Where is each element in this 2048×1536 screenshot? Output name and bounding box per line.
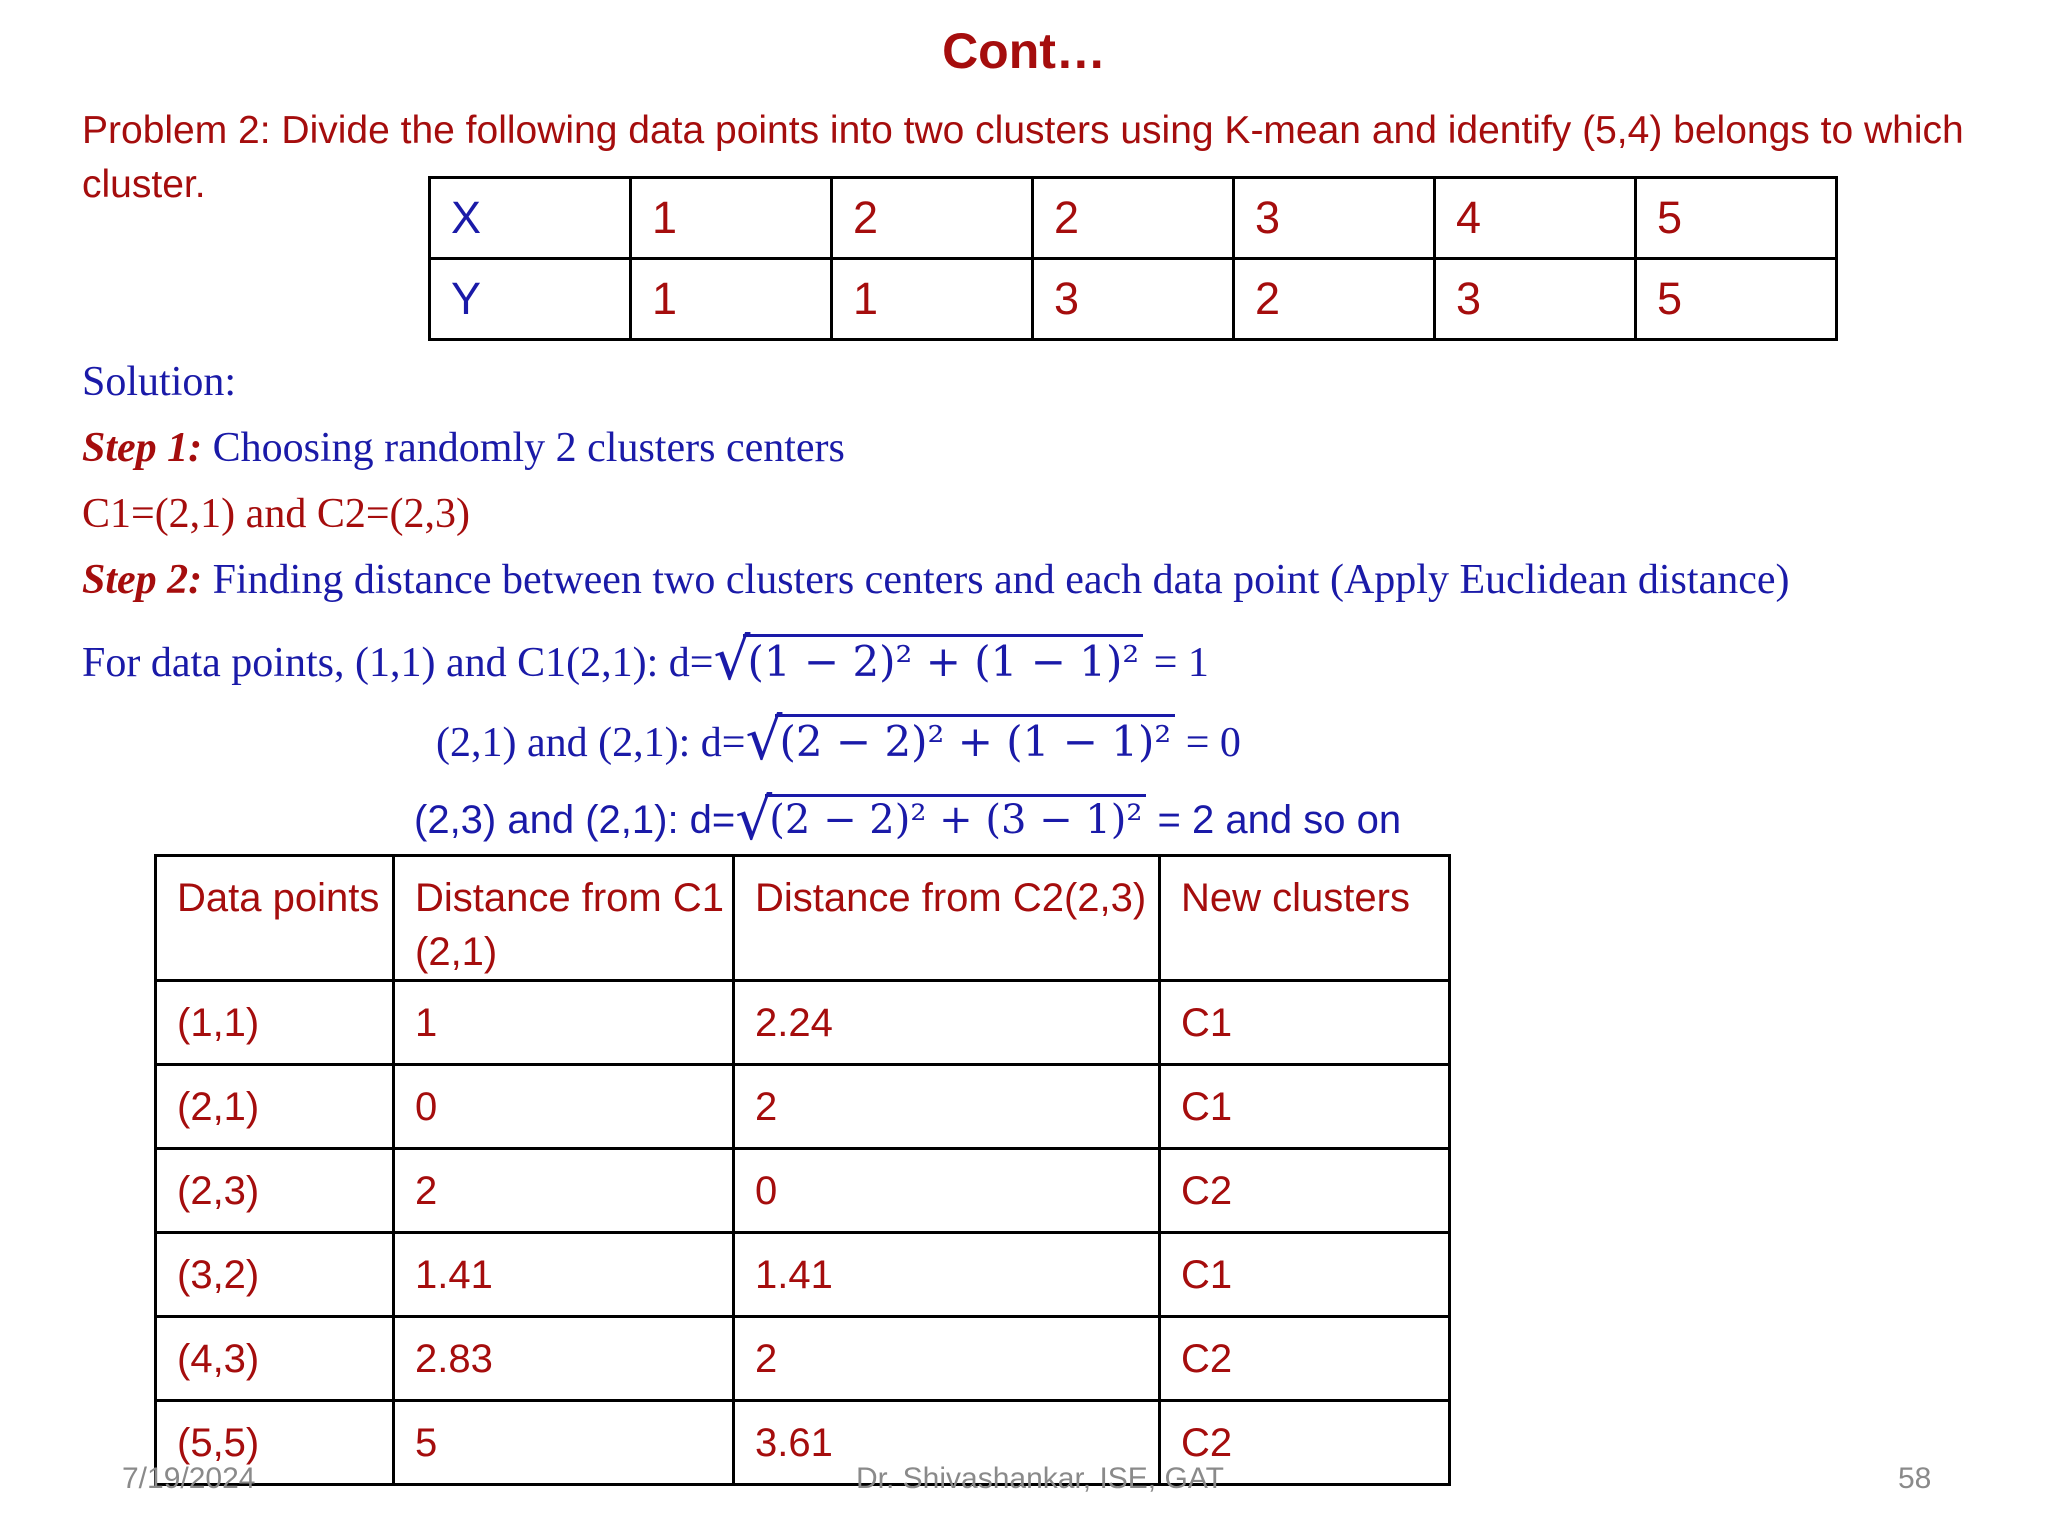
cell-data-point: (2,1) xyxy=(156,1065,394,1149)
equation-1-prefix: For data points, (1,1) and C1(2,1): d= xyxy=(82,640,714,686)
cell-data-point: (1,1) xyxy=(156,981,394,1065)
table-row xyxy=(156,1233,1450,1317)
x-row xyxy=(430,178,1837,259)
y-label: Y xyxy=(430,259,631,340)
cell-distance-c2: 2 xyxy=(734,1065,1160,1149)
cell-distance-c1: 0 xyxy=(394,1065,734,1149)
equation-3-expr: (2 − 2)² + (3 − 1)² xyxy=(765,794,1146,843)
cell-distance-c1: 1 xyxy=(394,981,734,1065)
cell-data-point: (2,3) xyxy=(156,1149,394,1233)
y-value: 3 xyxy=(1435,259,1636,340)
x-value: 2 xyxy=(1033,178,1234,259)
x-value: 5 xyxy=(1636,178,1837,259)
table-row xyxy=(156,1149,1450,1233)
equation-2-expr: (2 − 2)² + (1 − 1)² xyxy=(775,714,1175,766)
cell-cluster: C2 xyxy=(1160,1401,1450,1485)
header-distance-c2: Distance from C2(2,3) xyxy=(734,856,1160,981)
distance-table xyxy=(154,854,1451,1486)
equation-2 xyxy=(436,705,1241,773)
radical-icon: √ xyxy=(745,705,783,773)
cell-distance-c2: 2.24 xyxy=(734,981,1160,1065)
solution-label: Solution: xyxy=(82,359,237,405)
cell-data-point: (4,3) xyxy=(156,1317,394,1401)
step2-text: Finding distance between two clusters centers and each data point (Apply Euclidean distance) xyxy=(202,557,1790,603)
cell-distance-c1: 2.83 xyxy=(394,1317,734,1401)
x-value: 4 xyxy=(1435,178,1636,259)
sqrt-expression xyxy=(735,785,1146,853)
problem-statement: Problem 2: Divide the following data points into two clusters using K-mean and identify (5,4) belongs to which cluster. xyxy=(82,109,1964,206)
y-value: 1 xyxy=(631,259,832,340)
x-value: 2 xyxy=(832,178,1033,259)
footer-date: 7/19/2024 xyxy=(122,1462,256,1495)
x-value: 1 xyxy=(631,178,832,259)
slide-title: Cont… xyxy=(942,23,1106,79)
equation-2-prefix: (2,1) and (2,1): d= xyxy=(436,720,746,766)
cell-distance-c1: 2 xyxy=(394,1149,734,1233)
step2-label: Step 2: xyxy=(82,557,203,603)
equation-3-prefix: (2,3) and (2,1): d= xyxy=(414,798,736,842)
cell-data-point: (3,2) xyxy=(156,1233,394,1317)
cell-cluster: C2 xyxy=(1160,1149,1450,1233)
equation-2-result: = 0 xyxy=(1175,720,1241,766)
cell-cluster: C1 xyxy=(1160,1233,1450,1317)
step2-line xyxy=(82,556,1789,604)
radical-icon: √ xyxy=(735,785,773,853)
y-value: 2 xyxy=(1234,259,1435,340)
equation-1 xyxy=(82,625,1209,693)
equation-3 xyxy=(414,785,1402,853)
step1-line xyxy=(82,424,845,472)
cell-distance-c2: 0 xyxy=(734,1149,1160,1233)
radical-icon: √ xyxy=(713,625,751,693)
step1-label: Step 1: xyxy=(82,425,203,471)
cell-cluster: C2 xyxy=(1160,1317,1450,1401)
xy-data-table xyxy=(428,176,1838,341)
cluster-centers: C1=(2,1) and C2=(2,3) xyxy=(82,491,470,537)
cell-cluster: C1 xyxy=(1160,981,1450,1065)
cell-distance-c2: 2 xyxy=(734,1317,1160,1401)
table-row xyxy=(156,1065,1450,1149)
x-label: X xyxy=(430,178,631,259)
y-value: 5 xyxy=(1636,259,1837,340)
y-value: 3 xyxy=(1033,259,1234,340)
cell-distance-c2: 1.41 xyxy=(734,1233,1160,1317)
equation-1-expr: (1 − 2)² + (1 − 1)² xyxy=(743,634,1143,686)
header-new-clusters: New clusters xyxy=(1160,856,1450,981)
page-number: 58 xyxy=(1898,1462,1932,1495)
sqrt-expression xyxy=(713,625,1143,693)
sqrt-expression xyxy=(745,705,1175,773)
step1-text: Choosing randomly 2 clusters centers xyxy=(202,425,845,471)
equation-3-result: = 2 and so on xyxy=(1146,798,1402,842)
cell-distance-c1: 5 xyxy=(394,1401,734,1485)
cell-cluster: C1 xyxy=(1160,1065,1450,1149)
cell-data-point: (5,5) xyxy=(156,1401,394,1485)
y-row xyxy=(430,259,1837,340)
x-value: 3 xyxy=(1234,178,1435,259)
footer-author: Dr. Shivashankar, ISE, GAT xyxy=(856,1462,1224,1495)
table-row xyxy=(156,1317,1450,1401)
header-data-points: Data points xyxy=(156,856,394,981)
cell-distance-c2: 3.61 xyxy=(734,1401,1160,1485)
cell-distance-c1: 1.41 xyxy=(394,1233,734,1317)
equation-1-result: = 1 xyxy=(1143,640,1209,686)
table-row xyxy=(156,1401,1450,1485)
table-row xyxy=(156,981,1450,1065)
table-header-row xyxy=(156,856,1450,981)
y-value: 1 xyxy=(832,259,1033,340)
header-distance-c1: Distance from C1 (2,1) xyxy=(394,856,734,981)
